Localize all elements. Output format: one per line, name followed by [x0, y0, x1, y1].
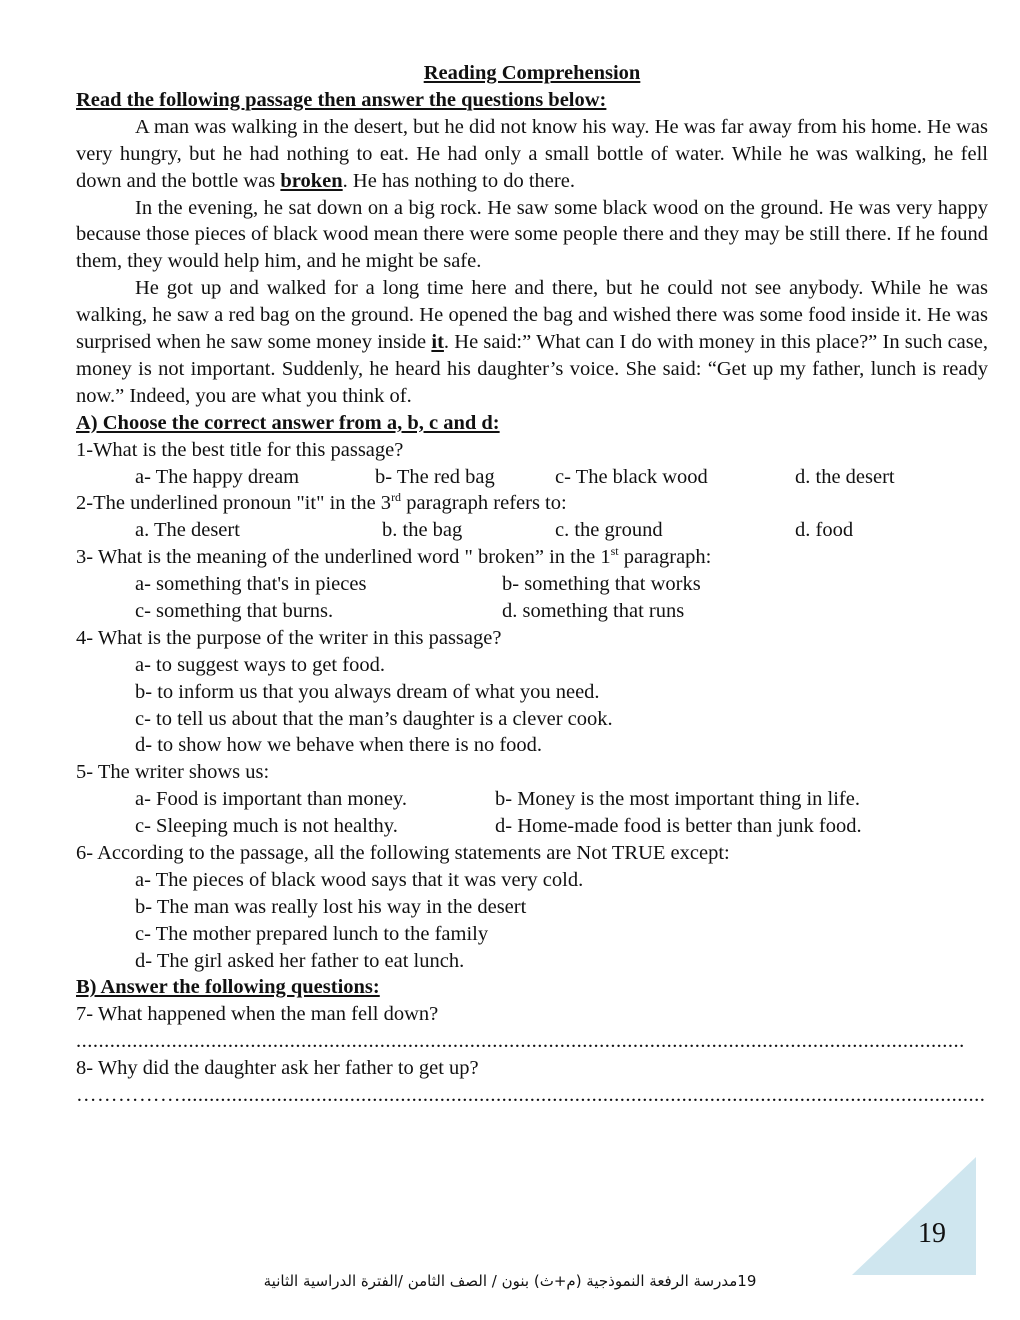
option[interactable]: b- something that works — [502, 573, 701, 596]
question-5-options-row-2 — [76, 813, 988, 840]
option[interactable]: b- The man was really lost his way in the desert — [135, 895, 527, 918]
answer-line-8[interactable]: ……………............................................................................................................................................... — [76, 1084, 986, 1107]
option[interactable]: a- The happy dream — [135, 465, 300, 488]
footer-school-info: 19مدرسة الرفعة النموذجية (م+ث) بنون / الصف الثامن /الفترة الدراسية الثانية — [263, 1272, 757, 1290]
underlined-word-broken: broken — [280, 169, 343, 192]
question-3-options-row-1 — [76, 571, 988, 598]
question-6: 6- According to the passage, all the following statements are Not TRUE except: — [76, 842, 730, 864]
option[interactable]: c- Sleeping much is not healthy. — [135, 815, 398, 838]
section-a-heading: A) Choose the correct answer from a, b, c and d: — [76, 411, 500, 434]
option[interactable]: b- Money is the most important thing in life. — [495, 788, 860, 811]
corner-shape — [852, 1157, 976, 1275]
question-5: 5- The writer shows us: — [76, 761, 270, 784]
page-title: Reading Comprehension — [423, 62, 641, 84]
option[interactable]: a- something that's in pieces — [135, 573, 367, 596]
option[interactable]: d- The girl asked her father to eat lunch. — [135, 949, 465, 972]
passage-paragraph-2: In the evening, he sat down on a big rock. He saw some black wood on the ground. He was very happy because those pieces of black wood mean there were some people there and they may be still there. If he found them, they would help him, and he might be safe. — [76, 196, 988, 273]
question-8: 8- Why did the daughter ask her father to get up? — [76, 1057, 479, 1080]
option[interactable]: a- The pieces of black wood says that it was very cold. — [135, 868, 584, 891]
option[interactable]: c. the ground — [555, 519, 663, 542]
option[interactable]: a- to suggest ways to get food. — [135, 653, 385, 676]
option[interactable]: a. The desert — [135, 519, 240, 542]
option[interactable]: c- The black wood — [555, 465, 708, 488]
section-b-heading: B) Answer the following questions: — [76, 976, 380, 999]
question-3: 3- What is the meaning of the underlined word " broken” in the 1st paragraph: — [76, 544, 712, 569]
page-number: 19 — [918, 1218, 946, 1249]
option[interactable]: d- Home-made food is better than junk food. — [495, 815, 862, 838]
option[interactable]: c- something that burns. — [135, 599, 334, 622]
instruction: Read the following passage then answer the questions below: — [76, 88, 607, 111]
option[interactable]: c- The mother prepared lunch to the family — [135, 922, 489, 945]
question-1: 1-What is the best title for this passage? — [76, 438, 404, 461]
question-7: 7- What happened when the man fell down? — [76, 1003, 439, 1026]
question-2: 2-The underlined pronoun "it" in the 3rd paragraph refers to: — [76, 490, 567, 515]
page-corner-triangle — [852, 1157, 976, 1275]
question-5-options-row-1 — [76, 786, 988, 813]
option[interactable]: d- to show how we behave when there is no food. — [135, 734, 543, 757]
option[interactable]: d. the desert — [795, 465, 895, 488]
question-1-options — [76, 464, 988, 491]
passage-paragraph-1: A man was walking in the desert, but he did not know his way. He was far away from his home. He was very hungry, but he had nothing to eat. He had only a small bottle of water. While he was walking, he fell down and the bottle was broken. He has nothing to do there. — [76, 115, 988, 192]
option[interactable]: a- Food is important than money. — [135, 788, 407, 811]
answer-line-7[interactable]: .............................................................................................................................................................. — [76, 1030, 965, 1053]
passage-paragraph-3: He got up and walked for a long time here and there, but he could not see anybody. While he was walking, he saw a red bag on the ground. He opened the bag and wished there was some food inside it. He was surprised when he saw some money inside it. He said:” What can I do with money in this place?” In such case, money is not important. Suddenly, he heard his daughter’s voice. She said: “Get up my father, lunch is ready now.” Indeed, you are what you think of. — [76, 277, 988, 407]
underlined-word-it: it — [431, 331, 444, 354]
question-3-options-row-2 — [76, 598, 988, 625]
question-4: 4- What is the purpose of the writer in this passage? — [76, 626, 502, 649]
option[interactable]: d. food — [795, 519, 854, 542]
option[interactable]: b- The red bag — [375, 465, 495, 488]
option[interactable]: d. something that runs — [502, 599, 685, 622]
option[interactable]: c- to tell us about that the man’s daughter is a clever cook. — [135, 707, 613, 730]
option[interactable]: b- to inform us that you always dream of what you need. — [135, 680, 600, 703]
question-2-options — [76, 517, 988, 544]
option[interactable]: b. the bag — [382, 519, 463, 542]
worksheet-page — [76, 60, 988, 1109]
